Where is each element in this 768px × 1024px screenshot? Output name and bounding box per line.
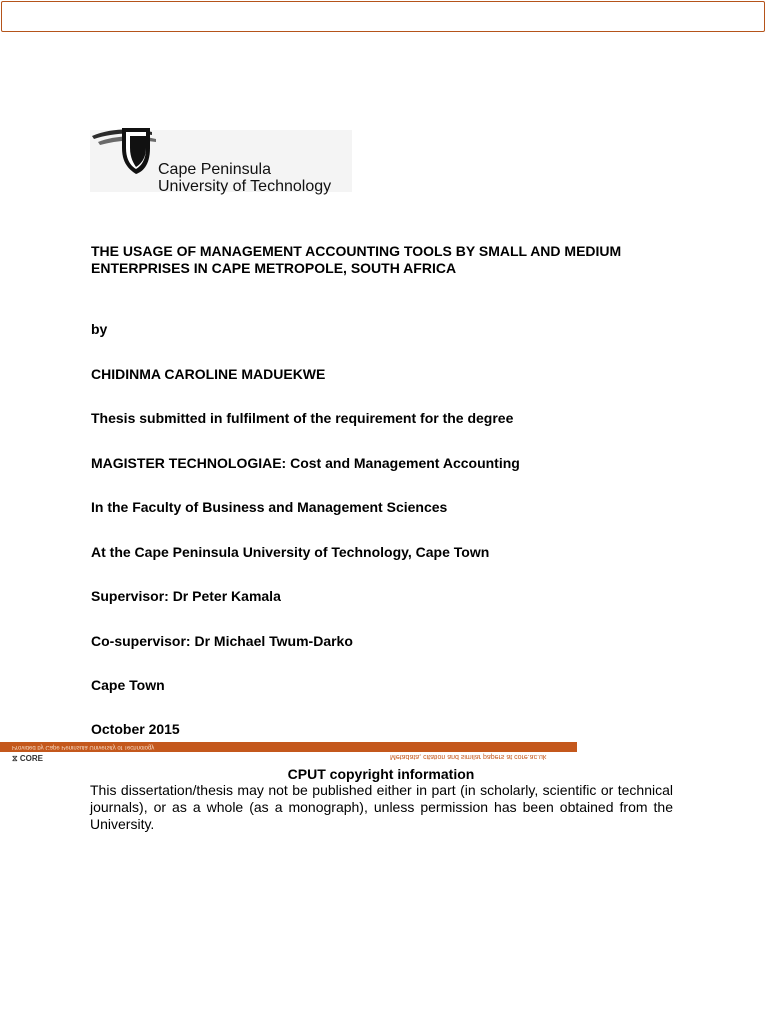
core-metadata-link[interactable]: Metadata, citation and similar papers at core.ac.uk [390,753,547,760]
core-banner-bar [0,742,577,752]
submission-statement: Thesis submitted in fulfilment of the requirement for the degree [91,410,514,426]
copyright-heading: CPUT copyright information [287,766,475,782]
copyright-body: This dissertation/thesis may not be published either in part (in scholarly, scientific or technical journals), or as a whole (as a monograph), unless permission has been obtained from the University. [90,782,673,832]
core-provided-by-text: Provided by Cape Peninsula University of Technology [12,744,155,750]
faculty-name: In the Faculty of Business and Management Sciences [91,499,448,515]
degree-name: MAGISTER TECHNOLOGIAE: Cost and Management Accounting [91,455,520,471]
logo-wordmark [158,161,331,195]
institution-name: At the Cape Peninsula University of Technology, Cape Town [91,544,490,560]
thesis-title: THE USAGE OF MANAGEMENT ACCOUNTING TOOLS BY SMALL AND MEDIUM ENTERPRISES IN CAPE METROPOLE, SOUTH AFRICA [91,243,622,276]
university-logo [90,126,356,198]
place-line: Cape Town [91,677,165,693]
supervisor-line: Supervisor: Dr Peter Kamala [91,588,281,604]
logo-line-1: Cape Peninsula [158,161,271,178]
co-supervisor-line: Co-supervisor: Dr Michael Twum-Darko [91,633,353,649]
logo-line-2: University of Technology [158,178,332,195]
by-label: by [91,321,108,337]
date-line: October 2015 [91,721,180,737]
core-logo[interactable] [12,754,43,764]
top-header-frame [1,1,765,32]
core-icon: ⧖ [12,754,18,763]
core-logo-label: CORE [19,754,43,763]
author-name: CHIDINMA CAROLINE MADUEKWE [91,366,326,382]
